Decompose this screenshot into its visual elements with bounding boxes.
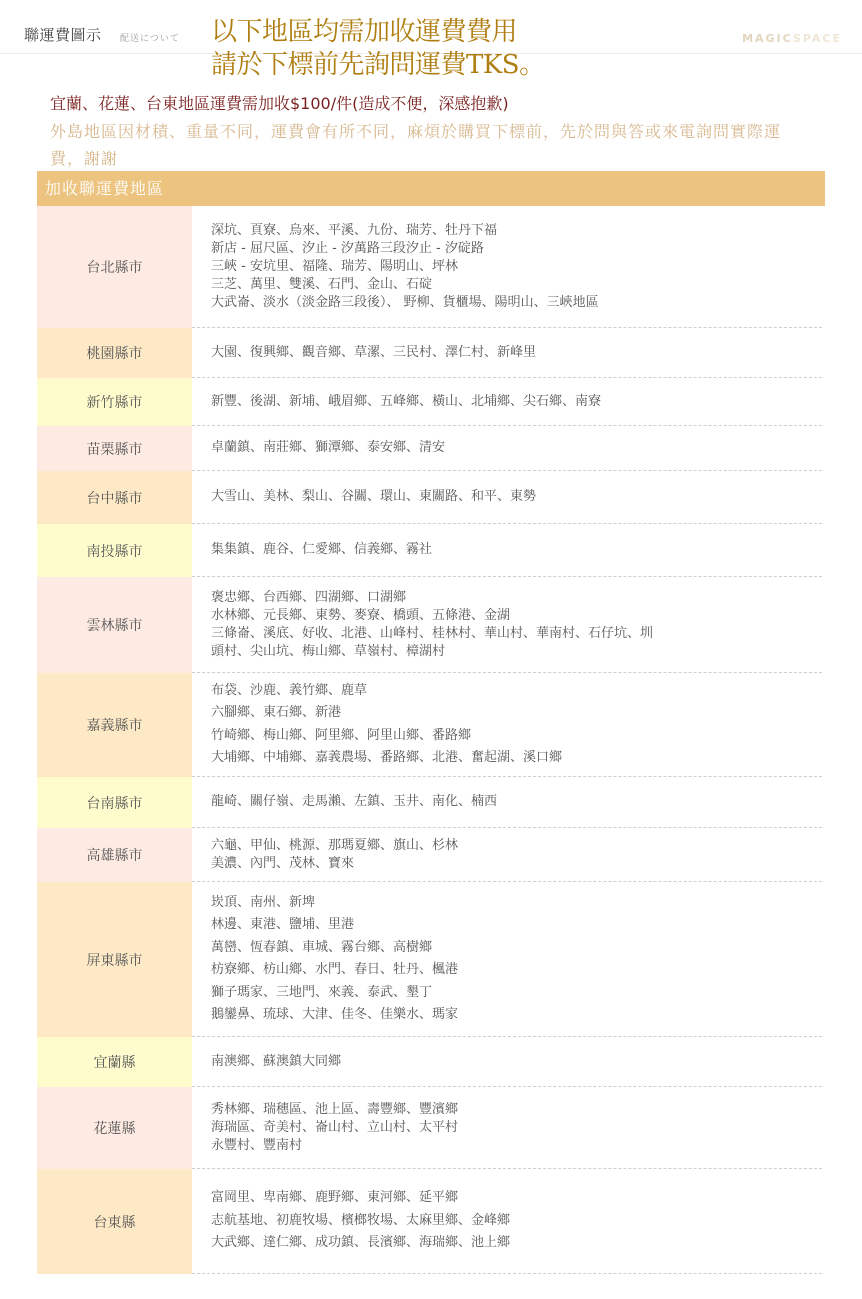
area-name: 新竹縣市 (37, 378, 192, 426)
table-row (37, 524, 825, 577)
town-list-line: 永豐村、豐南村 (211, 1137, 303, 1153)
table-row (37, 206, 825, 328)
page-title: 聯運費圖示 (24, 26, 102, 44)
town-list-line: 六龜、甲仙、桃源、那瑪夏鄉、旗山、杉林 (211, 837, 459, 853)
surcharge-towns (192, 882, 822, 1037)
area-name: 嘉義縣市 (37, 673, 192, 777)
surcharge-towns (192, 328, 822, 378)
area-name: 台南縣市 (37, 777, 192, 828)
town-list-line: 水林鄉、元長鄉、東勢、麥寮、橋頭、五條港、金湖 (211, 607, 511, 623)
area-name: 桃園縣市 (37, 328, 192, 378)
shipping-notice (211, 16, 545, 82)
table-row (37, 471, 825, 524)
offshore-notice: 外島地區因材積、重量不同，運費會有所不同，麻煩於購買下標前，先於問與答或來電詢問實際運費，謝謝 (50, 122, 782, 168)
town-list-line: 集集鎮、鹿谷、仁愛鄉、信義鄉、霧社 (211, 542, 433, 557)
town-list-line: 秀林鄉、瑞穗區、池上區、壽豐鄉、豐濱鄉 (211, 1101, 459, 1117)
town-list-line: 南澳鄉、蘇澳鎮大同鄉 (211, 1053, 342, 1069)
table-row (37, 1087, 825, 1169)
table-row (37, 378, 825, 426)
town-list-line: 鵝鑾鼻、琉球、大津、佳冬、佳樂水、瑪家 (211, 1007, 459, 1022)
surcharge-towns (192, 426, 822, 471)
surcharge-towns (192, 577, 822, 673)
area-name: 屏東縣市 (37, 882, 192, 1037)
town-list-line: 深坑、頁寮、烏來、平溪、九份、瑞芳、牡丹下福 (211, 222, 498, 238)
town-list-line: 大武崙、淡水（淡金路三段後）、 野柳、貨櫃場、陽明山、三峽地區 (211, 294, 599, 310)
town-list-line: 大武鄉、達仁鄉、成功鎮、長濱鄉、海瑞鄉、池上鄉 (211, 1235, 511, 1251)
surcharge-towns (192, 524, 822, 577)
area-name: 台東縣 (37, 1169, 192, 1274)
area-name: 宜蘭縣 (37, 1037, 192, 1087)
town-list-line: 富岡里、卑南鄉、鹿野鄉、東河鄉、延平鄉 (211, 1190, 459, 1206)
town-list-line: 布袋、沙鹿、義竹鄉、鹿草 (211, 682, 368, 698)
table-row (37, 777, 825, 828)
surcharge-towns (192, 1037, 822, 1087)
town-list-line: 三芝、萬里、雙溪、石門、金山、石碇 (211, 276, 433, 292)
town-list-line: 龍崎、關仔嶺、走馬瀨、左鎮、玉井、南化、楠西 (211, 794, 498, 809)
table-heading: 加收聯運費地區 (37, 171, 825, 206)
page-subtitle: 配送について (120, 34, 180, 44)
brand-logo-part2: SPACE (792, 32, 842, 45)
area-name: 雲林縣市 (37, 577, 192, 673)
town-list-line: 林邊、東港、鹽埔、里港 (211, 917, 355, 932)
surcharge-towns (192, 777, 822, 828)
area-name: 南投縣市 (37, 524, 192, 577)
surcharge-towns (192, 206, 822, 328)
surcharge-towns (192, 828, 822, 882)
town-list-line: 崁頂、南州、新埤 (211, 894, 316, 910)
town-list-line: 大埔鄉、中埔鄉、嘉義農場、番路鄉、北港、奮起湖、溪口鄉 (211, 750, 563, 765)
town-list-line: 美濃、內門、茂林、寶來 (211, 855, 355, 871)
shipping-notice-line1: 以下地區均需加收運費費用 (211, 17, 518, 47)
table-row (37, 882, 825, 1037)
table-row (37, 577, 825, 673)
area-name: 高雄縣市 (37, 828, 192, 882)
town-list-line: 大園、復興鄉、觀音鄉、草漯、三民村、澤仁村、新峰里 (211, 344, 537, 360)
surcharge-towns (192, 1169, 822, 1274)
table-row (37, 328, 825, 378)
town-list-line: 萬巒、恆春鎮、車城、霧台鄉、高樹鄉 (211, 939, 433, 955)
surcharge-table (37, 171, 825, 1251)
town-list-line: 新店 - 屈尺區、汐止 - 汐萬路三段汐止 - 汐碇路 (211, 240, 484, 256)
town-list-line: 海瑞區、奇美村、崙山村、立山村、太平村 (211, 1119, 459, 1135)
table-row (37, 426, 825, 471)
brand-logo-part1: MAGIC (742, 32, 793, 45)
town-list-line: 志航基地、初鹿牧場、檳榔牧場、太麻里鄉、金峰鄉 (211, 1212, 511, 1228)
town-list-line: 枋寮鄉、枋山鄉、水門、春日、牡丹、楓港 (211, 962, 459, 977)
surcharge-towns (192, 471, 822, 524)
town-list-line: 新豐、後湖、新埔、峨眉鄉、五峰鄉、橫山、北埔鄉、尖石鄉、南寮 (211, 393, 602, 409)
table-row (37, 1169, 825, 1274)
town-list-line: 六腳鄉、東石鄉、新港 (211, 705, 342, 720)
town-list-line: 三峽 - 安坑里、福隆、瑞芳、陽明山、坪林 (211, 258, 458, 274)
town-list-line: 卓蘭鎮、南莊鄉、獅潭鄉、泰安鄉、清安 (211, 440, 446, 455)
table-row (37, 673, 825, 777)
town-list-line: 獅子瑪家、三地門、來義、泰武、墾丁 (211, 984, 433, 1000)
shipping-notice-line2: 請於下標前先詢問運費TKS。 (211, 50, 545, 80)
surcharge-towns (192, 673, 822, 777)
town-list-line: 大雪山、美林、梨山、谷關、環山、東關路、和平、東勢 (211, 489, 537, 504)
surcharge-towns (192, 1087, 822, 1169)
page-header (0, 0, 862, 80)
surcharge-towns (192, 378, 822, 426)
town-list-line: 竹崎鄉、梅山鄉、阿里鄉、阿里山鄉、番路鄉 (211, 727, 472, 743)
town-list-line: 三條崙、溪底、好收、北港、山峰村、桂林村、華山村、華南村、石仔坑、圳 (211, 625, 654, 641)
area-name: 台中縣市 (37, 471, 192, 524)
table-row (37, 1037, 825, 1087)
area-name: 苗栗縣市 (37, 426, 192, 471)
area-name: 花蓮縣 (37, 1087, 192, 1169)
fee-notice: 宜蘭、花蓮、台東地區運費需加收$100/件(造成不便，深感抱歉) (50, 94, 509, 113)
area-name: 台北縣市 (37, 206, 192, 328)
table-row (37, 828, 825, 882)
town-list-line: 頭村、尖山坑、梅山鄉、草嶺村、樟湖村 (211, 643, 446, 659)
town-list-line: 褒忠鄉、台西鄉、四湖鄉、口湖鄉 (211, 589, 407, 605)
brand-logo (742, 32, 842, 45)
